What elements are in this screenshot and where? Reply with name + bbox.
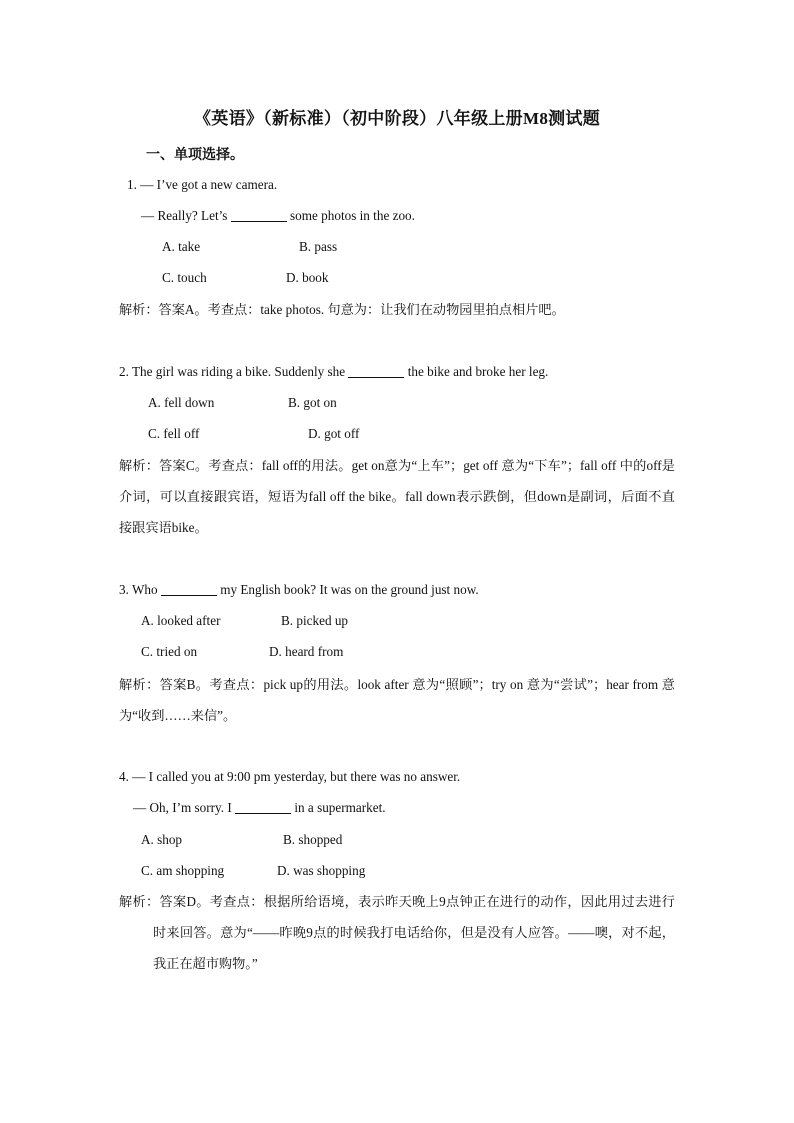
question-2-explanation: 解析：答案C。考查点：fall off的用法。get on意为“上车”；get off 意为“下车”；fall off 中的off是介词，可以直接跟宾语，短语为fall off the bike。fall down表示跌倒，但down是副词，后面不直接跟宾语bike。 [119,458,675,535]
question-4-line-1: 4. — I called you at 9:00 pm yesterday, but there was no answer. [119,769,461,784]
question-2-option-c: C. fell off [148,426,200,441]
question-4-option-a: A. shop [141,832,183,847]
question-1-option-b: B. pass [299,239,338,254]
question-2-option-b: B. got on [288,395,337,410]
question-3-option-b: B. picked up [281,613,349,628]
question-1-line-2: — Really? Let’s some photos in the zoo. [141,208,415,223]
question-4-option-c: C. am shopping [141,863,225,878]
question-3-explanation: 解析：答案B。考查点：pick up的用法。look after 意为“照顾”；try on 意为“尝试”；hear from 意为“收到……来信”。 [119,677,675,723]
answer-blank [235,800,291,814]
question-4-option-d: D. was shopping [277,863,366,878]
answer-blank [161,582,217,596]
question-2-option-d: D. got off [308,426,360,441]
question-3-option-c: C. tried on [141,644,198,659]
answer-blank [231,208,287,222]
question-1-explanation: 解析：答案A。考查点：take photos. 句意为：让我们在动物园里拍点相片吧。 [119,302,565,317]
page-title: 《英语》（新标准）（初中阶段）八年级上册M8测试题 [193,109,601,128]
question-1-line-1: 1. — I’ve got a new camera. [127,177,278,192]
question-1-option-c: C. touch [162,270,207,285]
question-4-option-b: B. shopped [283,832,343,847]
question-1-option-a: A. take [162,239,201,254]
question-3-option-d: D. heard from [269,644,344,659]
answer-blank [348,364,404,378]
question-2-option-a: A. fell down [148,395,215,410]
section-heading: 一、单项选择。 [146,148,244,163]
question-3-line-1: 3. Who my English book? It was on the ground just now. [119,582,479,597]
question-1-option-d: D. book [286,270,329,285]
question-3-option-a: A. looked after [141,613,221,628]
question-2-line-1: 2. The girl was riding a bike. Suddenly she the bike and broke her leg. [119,364,549,379]
question-4-line-2: — Oh, I’m sorry. I in a supermarket. [133,800,386,815]
question-4-explanation: 解析：答案D。考查点：根据所给语境，表示昨天晚上9点钟正在进行的动作，因此用过去进行时来回答。意为“——昨晚9点的时候我打电话给你，但是没有人应答。——噢，对不起，我正在超市购物。” [119,894,675,971]
